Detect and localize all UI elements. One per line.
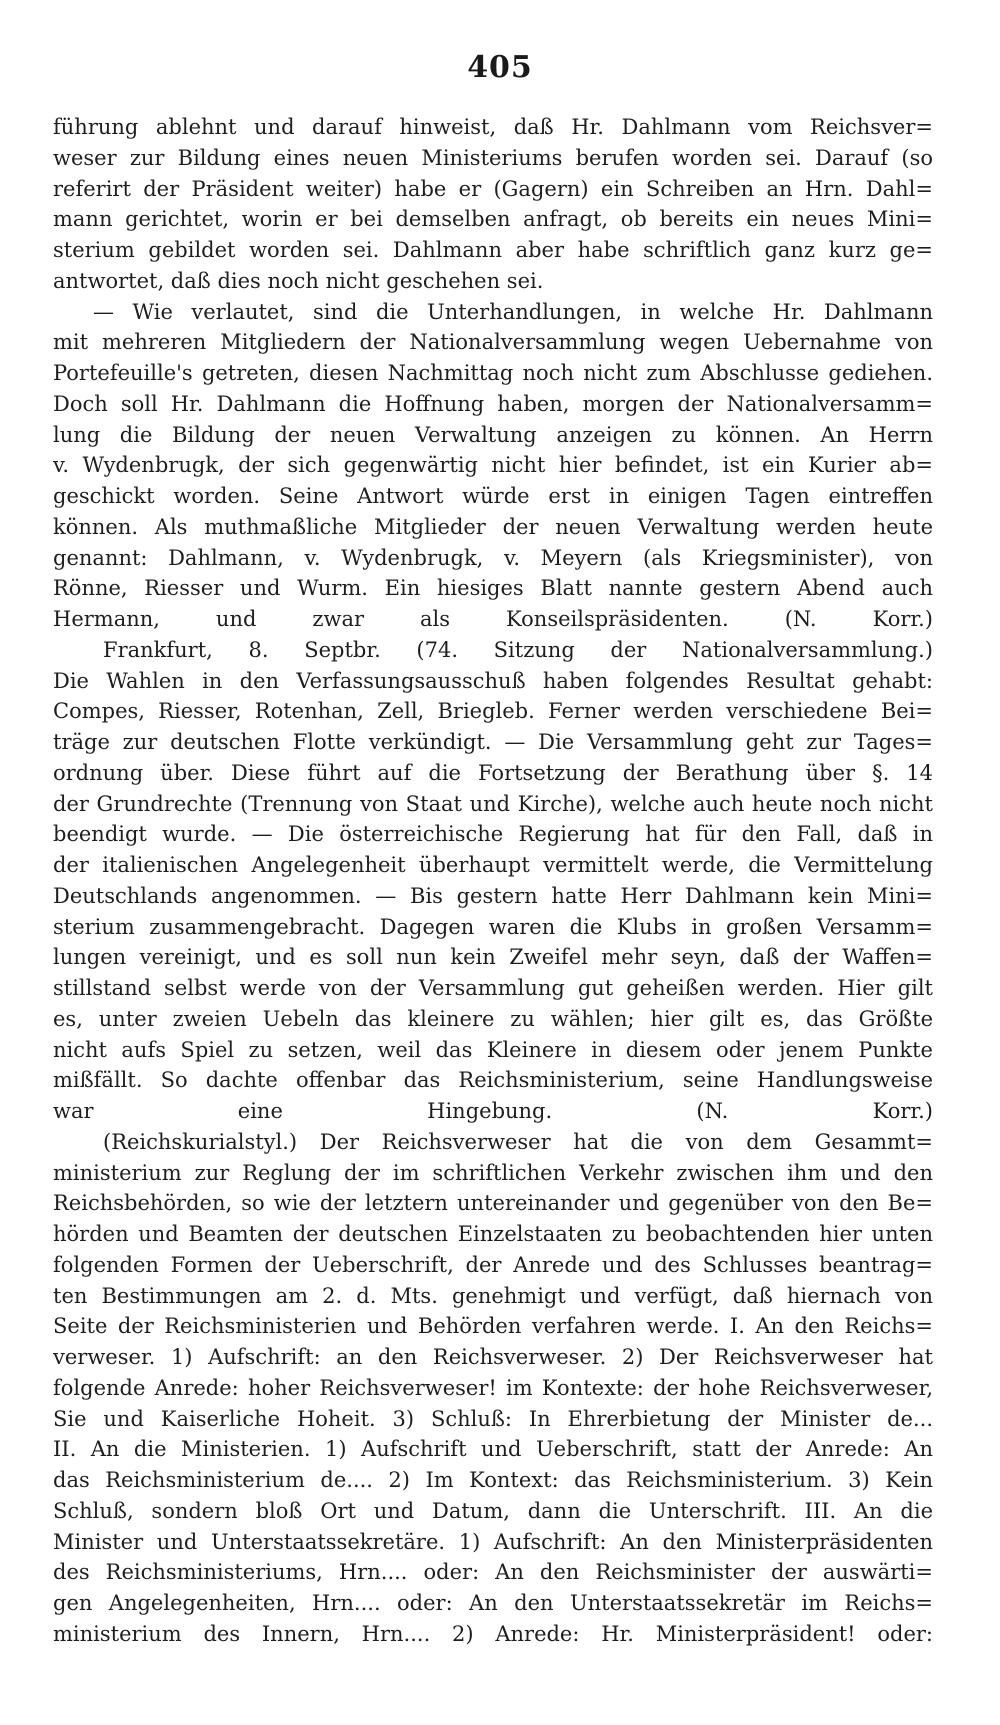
text-line: ministerium des Innern, Hrn.... 2) Anrede: Hr. Ministerpräsident! oder:: [53, 1621, 933, 1646]
text-line: v. Wydenbrugk, der sich gegenwärtig nicht hier befindet, ist ein Kurier ab=: [53, 453, 933, 478]
text-line: war eine Hingebung. (N. Korr.): [53, 1099, 933, 1123]
text-line: Doch soll Hr. Dahlmann die Hoffnung haben, morgen der Nationalversamm=: [53, 391, 933, 416]
text-line: Seite der Reichsministerien und Behörden verfahren werde. I. An den Reichs=: [53, 1314, 933, 1339]
text-line: führung ablehnt und darauf hinweist, daß Hr. Dahlmann vom Reichsver=: [53, 115, 933, 139]
text-line: Portefeuille's getreten, diesen Nachmittag noch nicht zum Abschlusse gediehen.: [53, 361, 933, 385]
text-line: geschickt worden. Seine Antwort würde erst in einigen Tagen eintreffen: [53, 484, 933, 508]
text-line: weser zur Bildung eines neuen Ministeriums berufen worden sei. Darauf (so: [53, 145, 933, 170]
text-line: der italienischen Angelegenheit überhaupt vermittelt werde, die Vermittelung: [53, 853, 933, 877]
text-line: mit mehreren Mitgliedern der Nationalversammlung wegen Uebernahme von: [53, 330, 933, 355]
text-line: das Reichsministerium de.... 2) Im Kontext: das Reichsministerium. 3) Kein: [53, 1468, 933, 1492]
text-line: träge zur deutschen Flotte verkündigt. — Die Versammlung geht zur Tages=: [53, 730, 933, 754]
text-line: des Reichsministeriums, Hrn.... oder: An den Reichsminister der auswärti=: [53, 1560, 933, 1585]
text-line: folgende Anrede: hoher Reichsverweser! im Kontexte: der hohe Reichsverweser,: [53, 1375, 933, 1400]
text-line: gen Angelegenheiten, Hrn.... oder: An den Unterstaatssekretär im Reichs=: [53, 1591, 933, 1615]
text-line: lung die Bildung der neuen Verwaltung anzeigen zu können. An Herrn: [53, 422, 933, 447]
text-line: mißfällt. So dachte offenbar das Reichsministerium, seine Handlungsweise: [53, 1068, 933, 1093]
page-number: 405: [467, 50, 533, 85]
text-line: Deutschlands angenommen. — Bis gestern hatte Herr Dahlmann kein Mini=: [53, 883, 933, 908]
text-line: Compes, Riesser, Rotenhan, Zell, Briegleb. Ferner werden verschiedene Bei=: [53, 699, 933, 724]
text-line: es, unter zweien Uebeln das kleinere zu wählen; hier gilt es, das Größte: [53, 1006, 933, 1031]
text-line: antwortet, daß dies noch nicht geschehen sei.: [53, 268, 544, 293]
text-line: ministerium zur Reglung der im schriftlichen Verkehr zwischen ihm und den: [53, 1160, 933, 1185]
text-line: Reichsbehörden, so wie der letztern untereinander und gegenüber von den Be=: [53, 1191, 933, 1216]
text-line: II. An die Ministerien. 1) Aufschrift und Ueberschrift, statt der Anrede: An: [53, 1437, 933, 1462]
text-line: hörden und Beamten der deutschen Einzelstaaten zu beobachtenden hier unten: [53, 1222, 933, 1246]
text-line: ten Bestimmungen am 2. d. Mts. genehmigt und verfügt, daß hiernach von: [53, 1283, 933, 1308]
text-line: sterium zusammengebracht. Dagegen waren die Klubs in großen Versamm=: [53, 914, 933, 939]
text-line: genannt: Dahlmann, v. Wydenbrugk, v. Meyern (als Kriegsminister), von: [53, 545, 933, 570]
text-line: lungen vereinigt, und es soll nun kein Zweifel mehr seyn, daß der Waffen=: [53, 945, 933, 970]
text-line: stillstand selbst werde von der Versammlung gut geheißen werden. Hier gilt: [53, 976, 933, 1000]
text-line: — Wie verlautet, sind die Unterhandlungen, in welche Hr. Dahlmann: [93, 299, 933, 324]
text-line: Frankfurt, 8. Septbr. (74. Sitzung der Nationalversammlung.): [103, 637, 933, 662]
text-line: Die Wahlen in den Verfassungsausschuß haben folgendes Resultat gehabt:: [53, 668, 933, 693]
body-text: [53, 112, 933, 1650]
text-line: ordnung über. Diese führt auf die Fortsetzung der Berathung über §. 14: [53, 760, 933, 785]
text-line: sterium gebildet worden sei. Dahlmann aber habe schriftlich ganz kurz ge=: [53, 238, 933, 262]
text-line: der Grundrechte (Trennung von Staat und Kirche), welche auch heute noch nicht: [53, 791, 933, 816]
text-line: können. Als muthmaßliche Mitglieder der neuen Verwaltung werden heute: [53, 514, 933, 539]
text-line: Hermann, und zwar als Konseilspräsidenten. (N. Korr.): [53, 607, 933, 631]
text-line: mann gerichtet, worin er bei demselben anfragt, ob bereits ein neues Mini=: [53, 207, 933, 232]
text-line: Schluß, sondern bloß Ort und Datum, dann die Unterschrift. III. An die: [53, 1498, 933, 1523]
text-line: nicht aufs Spiel zu setzen, weil das Kleinere in diesem oder jenem Punkte: [53, 1037, 933, 1062]
text-line: Sie und Kaiserliche Hoheit. 3) Schluß: In Ehrerbietung der Minister de...: [53, 1406, 933, 1431]
text-line: Minister und Unterstaatssekretäre. 1) Aufschrift: An den Ministerpräsidenten: [53, 1529, 933, 1554]
text-line: verweser. 1) Aufschrift: an den Reichsverweser. 2) Der Reichsverweser hat: [53, 1345, 933, 1369]
text-line: beendigt wurde. — Die österreichische Regierung hat für den Fall, daß in: [53, 822, 933, 847]
text-line: folgenden Formen der Ueberschrift, der Anrede und des Schlusses beantrag=: [53, 1252, 933, 1277]
text-line: (Reichskurialstyl.) Der Reichsverweser hat die von dem Gesammt=: [103, 1129, 933, 1154]
text-line: referirt der Präsident weiter) habe er (Gagern) ein Schreiben an Hrn. Dahl=: [53, 176, 933, 201]
text-line: Rönne, Riesser und Wurm. Ein hiesiges Blatt nannte gestern Abend auch: [53, 576, 933, 601]
